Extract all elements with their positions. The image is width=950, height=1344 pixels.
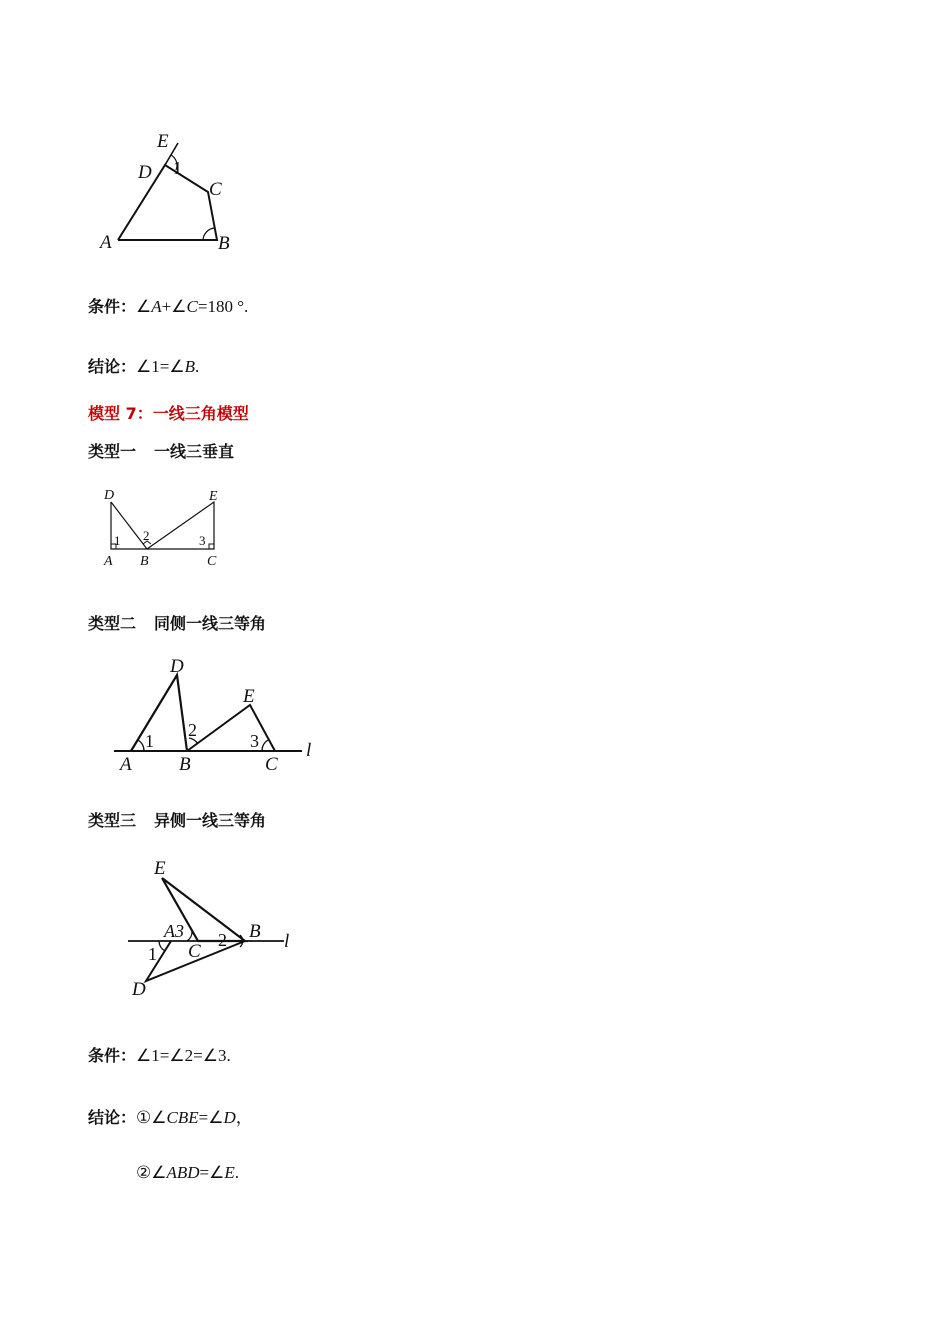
figure-same-side-equal-angles — [110, 650, 325, 780]
angle-symbol: ∠ — [208, 1108, 224, 1127]
type-label: 类型二 — [88, 614, 137, 633]
type-name: 异侧一线三等角 — [154, 811, 267, 830]
type-2-heading — [88, 611, 266, 634]
label-d: D — [170, 656, 184, 677]
label-a3: A3 — [164, 921, 184, 941]
label-a: A — [100, 232, 112, 253]
type-3-heading — [88, 808, 266, 831]
conclusion-label: 结论： — [88, 357, 137, 376]
label-c: C — [209, 179, 222, 200]
label-b: B — [218, 233, 230, 254]
figure-quadrilateral — [95, 125, 245, 255]
var-a: A — [151, 297, 162, 316]
num-1: 1 — [151, 1046, 160, 1065]
label-2: 2 — [188, 720, 197, 740]
condition-2 — [88, 1043, 231, 1066]
label-1: 1 — [114, 533, 121, 548]
equals-sign: = — [159, 357, 170, 376]
label-e: E — [243, 686, 255, 707]
label-c: C — [265, 754, 278, 775]
num-1: 1 — [151, 357, 160, 376]
label-l: l — [284, 931, 290, 952]
right-angle-c — [209, 544, 214, 549]
quad-edges — [118, 165, 217, 240]
angle-cbe: CBE — [166, 1108, 199, 1127]
angle-symbol: ∠ — [151, 1108, 167, 1127]
label-d: D — [138, 162, 152, 183]
equals-sign: = — [199, 1163, 210, 1182]
angle-3-arc — [187, 931, 192, 941]
label-3: 3 — [199, 533, 206, 548]
triangle-bec — [187, 705, 275, 751]
label-e: E — [209, 489, 218, 504]
angle-abd: ABD — [166, 1163, 200, 1182]
type-label: 类型一 — [88, 442, 137, 461]
circled-number-2: ② — [136, 1163, 152, 1182]
circled-number-1: ① — [136, 1108, 152, 1127]
angle-symbol: ∠ — [136, 1046, 152, 1065]
label-c: C — [188, 941, 201, 962]
value-180: 180 ° — [207, 297, 244, 316]
var-c: C — [186, 297, 198, 316]
conclusion-label: 结论： — [88, 1108, 137, 1127]
equals-sign: = — [198, 1108, 209, 1127]
angle-symbol: ∠ — [202, 1046, 218, 1065]
angle-b-arc — [203, 228, 214, 240]
label-b: B — [140, 554, 149, 569]
conclusion-2-item-2 — [136, 1163, 239, 1183]
num-3: 3 — [217, 1046, 227, 1065]
label-a: A — [120, 754, 132, 775]
label-c: C — [207, 554, 217, 569]
equals-sign: = — [197, 297, 208, 316]
condition-1 — [88, 294, 248, 317]
var-e: E — [224, 1163, 235, 1182]
conclusion-2 — [88, 1103, 253, 1128]
label-1: 1 — [173, 158, 182, 178]
label-l: l — [306, 740, 312, 761]
label-d: D — [104, 488, 115, 503]
period: . — [234, 1163, 240, 1182]
angle-symbol: ∠ — [209, 1163, 225, 1182]
equals-sign: = — [193, 1046, 203, 1065]
label-b: B — [179, 754, 191, 775]
label-a: A — [104, 554, 113, 569]
label-2: 2 — [143, 528, 150, 543]
angle-symbol: ∠ — [151, 1163, 167, 1182]
type-name: 同侧一线三等角 — [154, 614, 267, 633]
type-name: 一线三垂直 — [154, 442, 235, 461]
num-2: 2 — [184, 1046, 194, 1065]
comma: ， — [235, 1108, 253, 1127]
var-d: D — [223, 1108, 236, 1127]
conclusion-1 — [88, 354, 199, 377]
figure-opposite-side-equal-angles — [118, 850, 308, 1000]
label-d: D — [132, 979, 146, 1000]
label-b: B — [249, 921, 261, 942]
triangle-abd — [131, 675, 187, 751]
angle-symbol: ∠ — [136, 297, 152, 316]
label-e: E — [154, 858, 166, 879]
var-b: B — [184, 357, 195, 376]
condition-label: 条件： — [88, 297, 137, 316]
figure-three-perpendiculars — [98, 485, 228, 570]
angle-symbol: ∠ — [169, 357, 185, 376]
angle-symbol: ∠ — [136, 357, 152, 376]
period: . — [244, 297, 249, 316]
label-e: E — [157, 131, 169, 152]
type-1-heading — [88, 439, 234, 462]
condition-label: 条件： — [88, 1046, 137, 1065]
model-7-title: 模型 7：一线三角模型 — [88, 404, 249, 423]
type-label: 类型三 — [88, 811, 137, 830]
label-1: 1 — [148, 944, 157, 964]
label-1: 1 — [145, 731, 154, 751]
label-2: 2 — [218, 930, 227, 950]
angle-1-arc — [138, 740, 144, 751]
angle-symbol: ∠ — [171, 297, 187, 316]
angle-symbol: ∠ — [169, 1046, 185, 1065]
period: . — [195, 357, 200, 376]
period: . — [226, 1046, 231, 1065]
angle-1-arc — [159, 941, 165, 951]
label-3: 3 — [250, 731, 259, 751]
angle-3-arc — [262, 740, 268, 751]
plus-sign: + — [161, 297, 172, 316]
equals-sign: = — [159, 1046, 170, 1065]
